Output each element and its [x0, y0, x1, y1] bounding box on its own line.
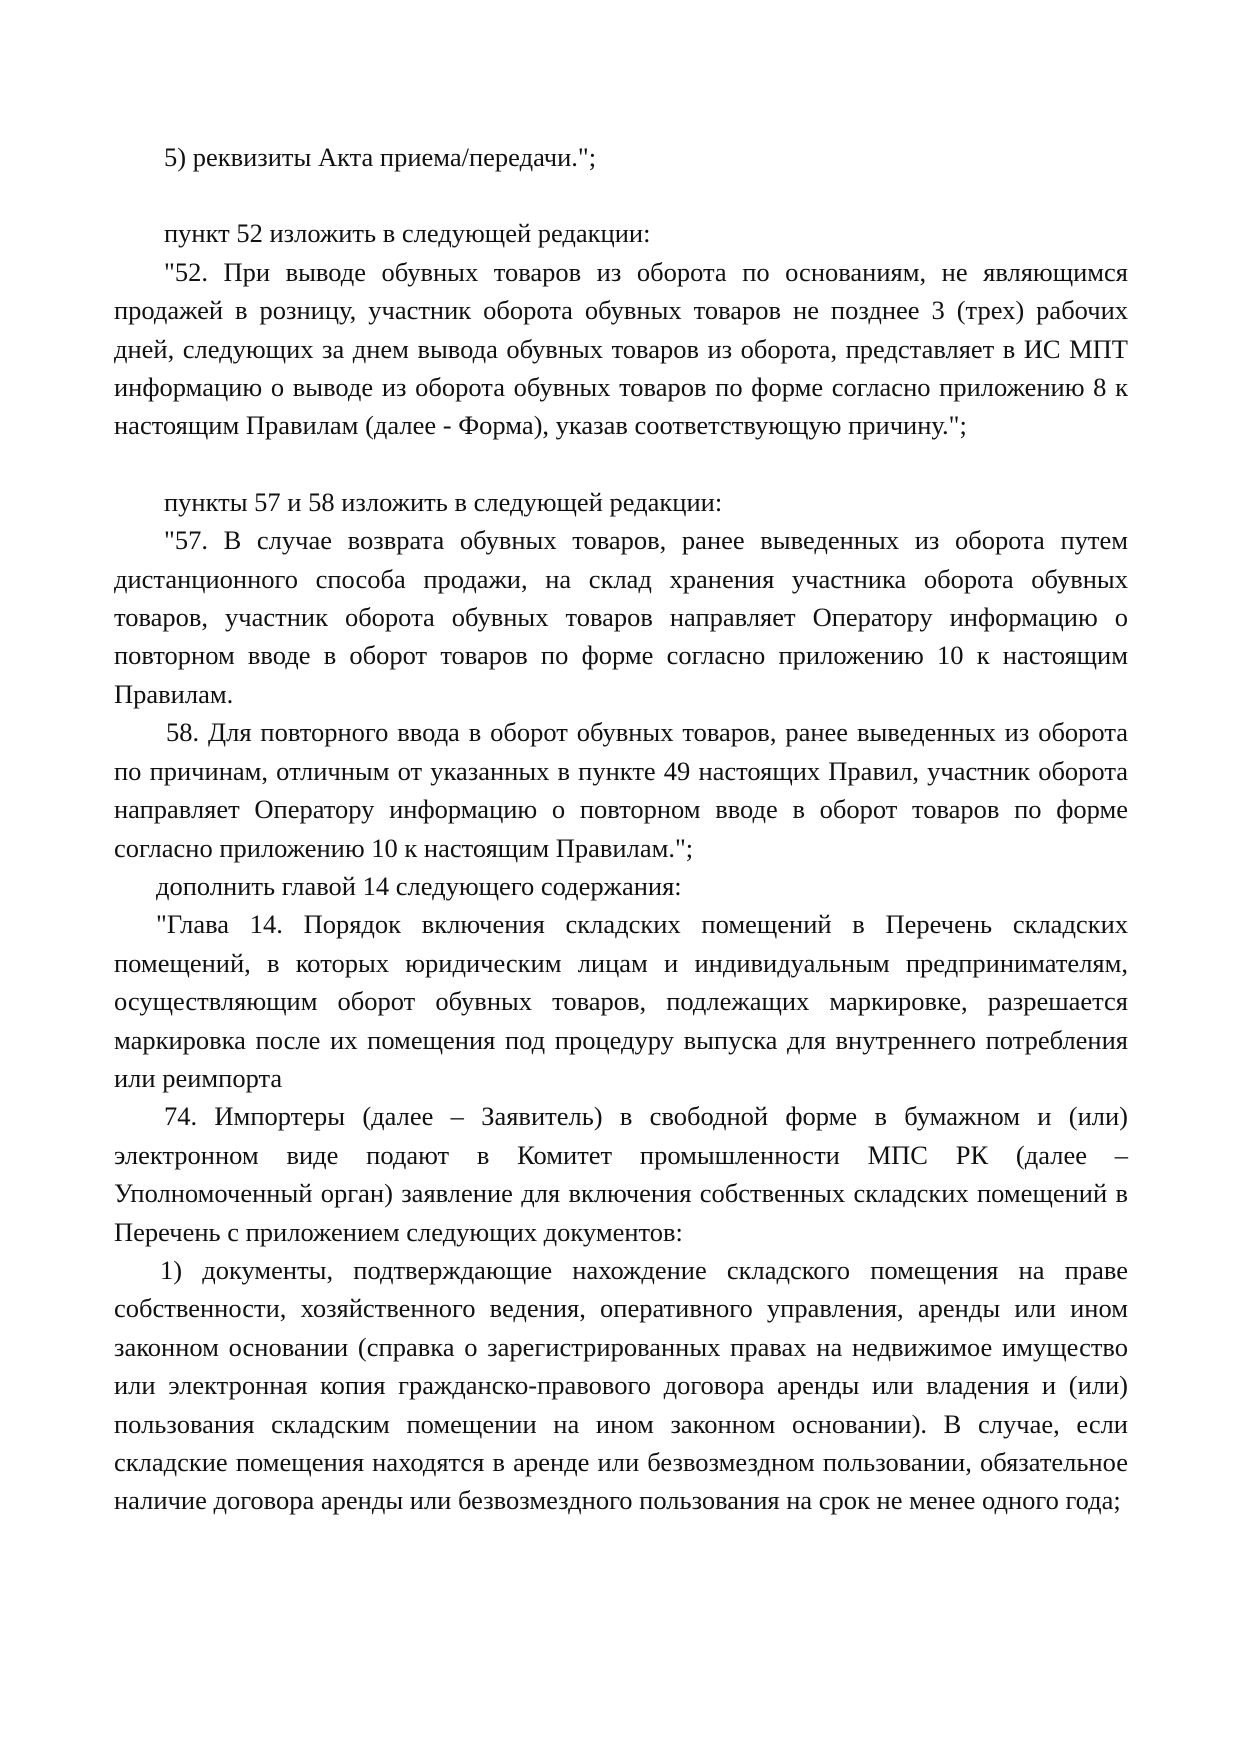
paragraph-item-5-requisites: 5) реквизиты Акта приема/передачи.";: [164, 142, 597, 172]
document-page: [114, 138, 1128, 1520]
paragraph-instruction-point-52: пункт 52 изложить в следующей редакции:: [164, 218, 651, 249]
paragraph-chapter-14-title: "Глава 14. Порядок включения складских помещений в Перечень складских помещений, в которых юридическим лицам и индивидуальным предпринимателям, осуществляющим оборот обувных товаров, подлежащих маркировке, разрешается маркировка после их помещения под процедуру выпуска для внутреннего потребления или реимпорта: [114, 909, 1128, 1093]
paragraph-point-57: "57. В случае возврата обувных товаров, ранее выведенных из оборота путем дистанционного способа продажи, на склад хранения участника оборота обувных товаров, участник оборота обувных товаров направляет Оператору информацию о повторном вводе в оборот товаров по форме согласно приложению 10 к настоящим Правилам.: [114, 525, 1128, 709]
paragraph-instruction-chapter-14: дополнить главой 14 следующего содержания:: [156, 870, 682, 901]
paragraph-point-74: 74. Импортеры (далее – Заявитель) в свободной форме в бумажном и (или) электронном виде подают в Комитет промышленности МПС РК (далее – Уполномоченный орган) заявление для включения собственных складских помещений в Перечень с приложением следующих документов:: [114, 1101, 1128, 1247]
paragraph-point-52: "52. При выводе обувных товаров из оборота по основаниям, не являющимся продажей в розницу, участник оборота обувных товаров не позднее 3 (трех) рабочих дней, следующих за днем вывода обувных товаров из оборота, представляет в ИС МПТ информацию о выводе из оборота обувных товаров по форме согласно приложению 8 к настоящим Правилам (далее - Форма), указав соответствующую причину.";: [114, 256, 1128, 441]
paragraph-point-58: 58. Для повторного ввода в оборот обувных товаров, ранее выведенных из оборота по причинам, отличным от указанных в пункте 49 настоящих Правил, участник оборота направляет Оператору информацию о повторном вводе в оборот товаров по форме согласно приложению 10 к настоящим Правилам.";: [114, 717, 1128, 863]
paragraph-item-1-documents: 1) документы, подтверждающие нахождение складского помещения на праве собственности, хозяйственного ведения, оперативного управления, аренды или ином законном основании (справка о зарегистрированных правах на недвижимое имущество или электронная копия гражданско-правового договора аренды или владения и (или) пользования складским помещении на ином законном основании). В случае, если складские помещения находятся в аренде или безвозмездном пользовании, обязательное наличие договора аренды или безвозмездного пользования на срок не менее одного года;: [114, 1254, 1128, 1516]
paragraph-instruction-points-57-58: пункты 57 и 58 изложить в следующей редакции:: [164, 486, 723, 517]
